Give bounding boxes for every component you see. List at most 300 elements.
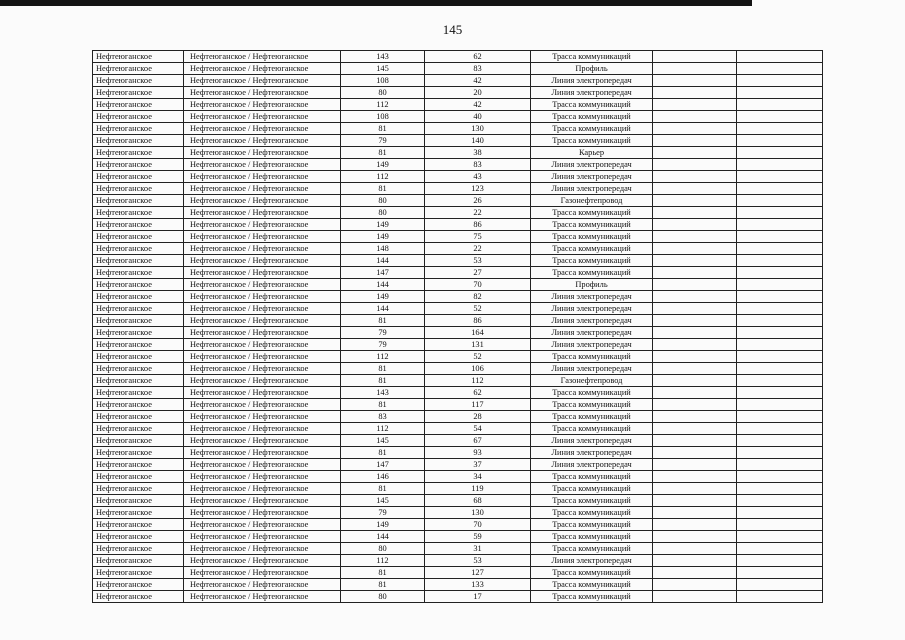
- area-name-cell: Нефтеюганское / Нефтеюганское: [184, 63, 341, 75]
- field-name-cell: Нефтеюганское: [93, 63, 184, 75]
- area-name-cell: Нефтеюганское / Нефтеюганское: [184, 327, 341, 339]
- plot-number-cell: 38: [425, 147, 531, 159]
- plot-number-cell: 117: [425, 399, 531, 411]
- empty-cell: [737, 255, 823, 267]
- empty-cell: [653, 219, 737, 231]
- plot-number-cell: 112: [425, 375, 531, 387]
- field-name-cell: Нефтеюганское: [93, 99, 184, 111]
- purpose-cell: Линия электропередач: [531, 159, 653, 171]
- area-name-cell: Нефтеюганское / Нефтеюганское: [184, 495, 341, 507]
- table-row: [93, 495, 823, 507]
- purpose-cell: Линия электропередач: [531, 87, 653, 99]
- empty-cell: [737, 459, 823, 471]
- purpose-cell: Трасса коммуникаций: [531, 519, 653, 531]
- purpose-cell: Профиль: [531, 63, 653, 75]
- table-row: [93, 531, 823, 543]
- table-row: [93, 183, 823, 195]
- purpose-cell: Линия электропередач: [531, 435, 653, 447]
- area-name-cell: Нефтеюганское / Нефтеюганское: [184, 123, 341, 135]
- empty-cell: [653, 303, 737, 315]
- table-row: [93, 231, 823, 243]
- field-name-cell: Нефтеюганское: [93, 219, 184, 231]
- area-name-cell: Нефтеюганское / Нефтеюганское: [184, 411, 341, 423]
- purpose-cell: Трасса коммуникаций: [531, 123, 653, 135]
- purpose-cell: Трасса коммуникаций: [531, 255, 653, 267]
- table-row: [93, 219, 823, 231]
- empty-cell: [737, 555, 823, 567]
- empty-cell: [737, 411, 823, 423]
- area-name-cell: Нефтеюганское / Нефтеюганское: [184, 315, 341, 327]
- plot-number-cell: 26: [425, 195, 531, 207]
- empty-cell: [737, 219, 823, 231]
- empty-cell: [653, 315, 737, 327]
- table-row: [93, 363, 823, 375]
- table-row: [93, 123, 823, 135]
- plot-number-cell: 83: [425, 63, 531, 75]
- field-name-cell: Нефтеюганское: [93, 459, 184, 471]
- table-row: [93, 279, 823, 291]
- table-row: [93, 387, 823, 399]
- table-row: [93, 543, 823, 555]
- plot-number-cell: 37: [425, 459, 531, 471]
- area-name-cell: Нефтеюганское / Нефтеюганское: [184, 279, 341, 291]
- area-name-cell: Нефтеюганское / Нефтеюганское: [184, 519, 341, 531]
- empty-cell: [737, 315, 823, 327]
- purpose-cell: Трасса коммуникаций: [531, 495, 653, 507]
- quarter-number-cell: 81: [341, 375, 425, 387]
- field-name-cell: Нефтеюганское: [93, 555, 184, 567]
- quarter-number-cell: 81: [341, 123, 425, 135]
- empty-cell: [737, 375, 823, 387]
- table-row: [93, 171, 823, 183]
- field-name-cell: Нефтеюганское: [93, 303, 184, 315]
- land-plots-table: [92, 50, 823, 603]
- empty-cell: [653, 147, 737, 159]
- empty-cell: [737, 87, 823, 99]
- area-name-cell: Нефтеюганское / Нефтеюганское: [184, 243, 341, 255]
- table-row: [93, 423, 823, 435]
- purpose-cell: Трасса коммуникаций: [531, 219, 653, 231]
- empty-cell: [737, 483, 823, 495]
- purpose-cell: Линия электропередач: [531, 303, 653, 315]
- quarter-number-cell: 149: [341, 219, 425, 231]
- field-name-cell: Нефтеюганское: [93, 435, 184, 447]
- field-name-cell: Нефтеюганское: [93, 147, 184, 159]
- table-row: [93, 267, 823, 279]
- empty-cell: [737, 147, 823, 159]
- empty-cell: [737, 63, 823, 75]
- purpose-cell: Трасса коммуникаций: [531, 231, 653, 243]
- purpose-cell: Трасса коммуникаций: [531, 111, 653, 123]
- empty-cell: [653, 171, 737, 183]
- field-name-cell: Нефтеюганское: [93, 183, 184, 195]
- quarter-number-cell: 79: [341, 339, 425, 351]
- quarter-number-cell: 83: [341, 411, 425, 423]
- empty-cell: [653, 183, 737, 195]
- field-name-cell: Нефтеюганское: [93, 483, 184, 495]
- plot-number-cell: 119: [425, 483, 531, 495]
- table-row: [93, 63, 823, 75]
- table-row: [93, 411, 823, 423]
- plot-number-cell: 34: [425, 471, 531, 483]
- field-name-cell: Нефтеюганское: [93, 159, 184, 171]
- table-row: [93, 243, 823, 255]
- quarter-number-cell: 81: [341, 579, 425, 591]
- plot-number-cell: 133: [425, 579, 531, 591]
- purpose-cell: Трасса коммуникаций: [531, 507, 653, 519]
- field-name-cell: Нефтеюганское: [93, 51, 184, 63]
- quarter-number-cell: 146: [341, 471, 425, 483]
- plot-number-cell: 59: [425, 531, 531, 543]
- empty-cell: [653, 387, 737, 399]
- empty-cell: [653, 435, 737, 447]
- quarter-number-cell: 80: [341, 87, 425, 99]
- area-name-cell: Нефтеюганское / Нефтеюганское: [184, 231, 341, 243]
- empty-cell: [653, 111, 737, 123]
- area-name-cell: Нефтеюганское / Нефтеюганское: [184, 423, 341, 435]
- plot-number-cell: 131: [425, 339, 531, 351]
- field-name-cell: Нефтеюганское: [93, 387, 184, 399]
- field-name-cell: Нефтеюганское: [93, 339, 184, 351]
- purpose-cell: Трасса коммуникаций: [531, 243, 653, 255]
- plot-number-cell: 70: [425, 279, 531, 291]
- quarter-number-cell: 112: [341, 423, 425, 435]
- area-name-cell: Нефтеюганское / Нефтеюганское: [184, 219, 341, 231]
- table-row: [93, 51, 823, 63]
- empty-cell: [737, 123, 823, 135]
- table-row: [93, 483, 823, 495]
- empty-cell: [653, 267, 737, 279]
- plot-number-cell: 164: [425, 327, 531, 339]
- empty-cell: [653, 327, 737, 339]
- quarter-number-cell: 149: [341, 159, 425, 171]
- field-name-cell: Нефтеюганское: [93, 111, 184, 123]
- empty-cell: [653, 207, 737, 219]
- area-name-cell: Нефтеюганское / Нефтеюганское: [184, 195, 341, 207]
- empty-cell: [737, 387, 823, 399]
- plot-number-cell: 54: [425, 423, 531, 435]
- empty-cell: [653, 159, 737, 171]
- quarter-number-cell: 144: [341, 531, 425, 543]
- empty-cell: [737, 567, 823, 579]
- empty-cell: [653, 75, 737, 87]
- empty-cell: [737, 327, 823, 339]
- table-row: [93, 87, 823, 99]
- plot-number-cell: 140: [425, 135, 531, 147]
- table-row: [93, 375, 823, 387]
- empty-cell: [737, 351, 823, 363]
- field-name-cell: Нефтеюганское: [93, 243, 184, 255]
- quarter-number-cell: 79: [341, 327, 425, 339]
- empty-cell: [653, 123, 737, 135]
- empty-cell: [737, 111, 823, 123]
- quarter-number-cell: 108: [341, 75, 425, 87]
- plot-number-cell: 53: [425, 555, 531, 567]
- area-name-cell: Нефтеюганское / Нефтеюганское: [184, 543, 341, 555]
- plot-number-cell: 67: [425, 435, 531, 447]
- quarter-number-cell: 79: [341, 135, 425, 147]
- plot-number-cell: 27: [425, 267, 531, 279]
- empty-cell: [653, 195, 737, 207]
- plot-number-cell: 86: [425, 315, 531, 327]
- empty-cell: [737, 579, 823, 591]
- empty-cell: [653, 531, 737, 543]
- table-row: [93, 291, 823, 303]
- plot-number-cell: 17: [425, 591, 531, 603]
- table-row: [93, 471, 823, 483]
- table-row: [93, 135, 823, 147]
- empty-cell: [737, 531, 823, 543]
- plot-number-cell: 68: [425, 495, 531, 507]
- purpose-cell: Трасса коммуникаций: [531, 483, 653, 495]
- purpose-cell: Трасса коммуникаций: [531, 99, 653, 111]
- quarter-number-cell: 81: [341, 147, 425, 159]
- field-name-cell: Нефтеюганское: [93, 171, 184, 183]
- field-name-cell: Нефтеюганское: [93, 567, 184, 579]
- area-name-cell: Нефтеюганское / Нефтеюганское: [184, 51, 341, 63]
- purpose-cell: Линия электропередач: [531, 171, 653, 183]
- quarter-number-cell: 80: [341, 543, 425, 555]
- plot-number-cell: 86: [425, 219, 531, 231]
- field-name-cell: Нефтеюганское: [93, 591, 184, 603]
- area-name-cell: Нефтеюганское / Нефтеюганское: [184, 87, 341, 99]
- purpose-cell: Трасса коммуникаций: [531, 531, 653, 543]
- quarter-number-cell: 112: [341, 351, 425, 363]
- area-name-cell: Нефтеюганское / Нефтеюганское: [184, 363, 341, 375]
- field-name-cell: Нефтеюганское: [93, 531, 184, 543]
- empty-cell: [737, 51, 823, 63]
- field-name-cell: Нефтеюганское: [93, 351, 184, 363]
- area-name-cell: Нефтеюганское / Нефтеюганское: [184, 483, 341, 495]
- plot-number-cell: 130: [425, 123, 531, 135]
- quarter-number-cell: 148: [341, 243, 425, 255]
- table-row: [93, 315, 823, 327]
- field-name-cell: Нефтеюганское: [93, 411, 184, 423]
- area-name-cell: Нефтеюганское / Нефтеюганское: [184, 303, 341, 315]
- purpose-cell: Трасса коммуникаций: [531, 267, 653, 279]
- area-name-cell: Нефтеюганское / Нефтеюганское: [184, 99, 341, 111]
- plot-number-cell: 106: [425, 363, 531, 375]
- quarter-number-cell: 81: [341, 363, 425, 375]
- empty-cell: [737, 363, 823, 375]
- plot-number-cell: 93: [425, 447, 531, 459]
- plot-number-cell: 20: [425, 87, 531, 99]
- purpose-cell: Линия электропередач: [531, 555, 653, 567]
- purpose-cell: Трасса коммуникаций: [531, 543, 653, 555]
- area-name-cell: Нефтеюганское / Нефтеюганское: [184, 291, 341, 303]
- empty-cell: [737, 495, 823, 507]
- area-name-cell: Нефтеюганское / Нефтеюганское: [184, 351, 341, 363]
- plot-number-cell: 28: [425, 411, 531, 423]
- empty-cell: [737, 231, 823, 243]
- table-row: [93, 255, 823, 267]
- empty-cell: [653, 567, 737, 579]
- area-name-cell: Нефтеюганское / Нефтеюганское: [184, 507, 341, 519]
- area-name-cell: Нефтеюганское / Нефтеюганское: [184, 399, 341, 411]
- quarter-number-cell: 147: [341, 459, 425, 471]
- area-name-cell: Нефтеюганское / Нефтеюганское: [184, 471, 341, 483]
- empty-cell: [653, 135, 737, 147]
- quarter-number-cell: 149: [341, 231, 425, 243]
- plot-number-cell: 22: [425, 207, 531, 219]
- quarter-number-cell: 81: [341, 483, 425, 495]
- plot-number-cell: 22: [425, 243, 531, 255]
- area-name-cell: Нефтеюганское / Нефтеюганское: [184, 459, 341, 471]
- area-name-cell: Нефтеюганское / Нефтеюганское: [184, 207, 341, 219]
- purpose-cell: Линия электропередач: [531, 447, 653, 459]
- plot-number-cell: 130: [425, 507, 531, 519]
- quarter-number-cell: 81: [341, 315, 425, 327]
- top-scan-bar: [0, 0, 752, 6]
- field-name-cell: Нефтеюганское: [93, 363, 184, 375]
- purpose-cell: Трасса коммуникаций: [531, 207, 653, 219]
- area-name-cell: Нефтеюганское / Нефтеюганское: [184, 255, 341, 267]
- quarter-number-cell: 81: [341, 567, 425, 579]
- field-name-cell: Нефтеюганское: [93, 399, 184, 411]
- purpose-cell: Трасса коммуникаций: [531, 579, 653, 591]
- empty-cell: [653, 471, 737, 483]
- empty-cell: [737, 75, 823, 87]
- table-row: [93, 195, 823, 207]
- table-row: [93, 111, 823, 123]
- table-row: [93, 519, 823, 531]
- field-name-cell: Нефтеюганское: [93, 207, 184, 219]
- field-name-cell: Нефтеюганское: [93, 231, 184, 243]
- quarter-number-cell: 147: [341, 267, 425, 279]
- purpose-cell: Линия электропередач: [531, 315, 653, 327]
- field-name-cell: Нефтеюганское: [93, 267, 184, 279]
- empty-cell: [653, 291, 737, 303]
- area-name-cell: Нефтеюганское / Нефтеюганское: [184, 447, 341, 459]
- field-name-cell: Нефтеюганское: [93, 495, 184, 507]
- quarter-number-cell: 80: [341, 591, 425, 603]
- purpose-cell: Линия электропередач: [531, 339, 653, 351]
- plot-number-cell: 62: [425, 51, 531, 63]
- empty-cell: [653, 591, 737, 603]
- empty-cell: [737, 267, 823, 279]
- empty-cell: [653, 339, 737, 351]
- quarter-number-cell: 112: [341, 555, 425, 567]
- empty-cell: [737, 159, 823, 171]
- plot-number-cell: 123: [425, 183, 531, 195]
- purpose-cell: Трасса коммуникаций: [531, 51, 653, 63]
- table-row: [93, 339, 823, 351]
- area-name-cell: Нефтеюганское / Нефтеюганское: [184, 135, 341, 147]
- plot-number-cell: 62: [425, 387, 531, 399]
- purpose-cell: Трасса коммуникаций: [531, 351, 653, 363]
- empty-cell: [737, 447, 823, 459]
- empty-cell: [737, 543, 823, 555]
- empty-cell: [737, 423, 823, 435]
- quarter-number-cell: 144: [341, 279, 425, 291]
- plot-number-cell: 43: [425, 171, 531, 183]
- table-row: [93, 435, 823, 447]
- empty-cell: [653, 411, 737, 423]
- page-number: 145: [442, 22, 463, 37]
- area-name-cell: Нефтеюганское / Нефтеюганское: [184, 531, 341, 543]
- table-row: [93, 351, 823, 363]
- table-row: [93, 459, 823, 471]
- empty-cell: [653, 447, 737, 459]
- table-row: [93, 399, 823, 411]
- empty-cell: [653, 399, 737, 411]
- plot-number-cell: 53: [425, 255, 531, 267]
- purpose-cell: Линия электропередач: [531, 75, 653, 87]
- empty-cell: [653, 495, 737, 507]
- empty-cell: [737, 135, 823, 147]
- empty-cell: [653, 519, 737, 531]
- empty-cell: [653, 363, 737, 375]
- field-name-cell: Нефтеюганское: [93, 507, 184, 519]
- table-row: [93, 447, 823, 459]
- empty-cell: [737, 591, 823, 603]
- empty-cell: [653, 279, 737, 291]
- empty-cell: [653, 459, 737, 471]
- purpose-cell: Линия электропередач: [531, 183, 653, 195]
- field-name-cell: Нефтеюганское: [93, 255, 184, 267]
- quarter-number-cell: 149: [341, 519, 425, 531]
- area-name-cell: Нефтеюганское / Нефтеюганское: [184, 387, 341, 399]
- area-name-cell: Нефтеюганское / Нефтеюганское: [184, 147, 341, 159]
- area-name-cell: Нефтеюганское / Нефтеюганское: [184, 435, 341, 447]
- quarter-number-cell: 145: [341, 495, 425, 507]
- quarter-number-cell: 149: [341, 291, 425, 303]
- field-name-cell: Нефтеюганское: [93, 75, 184, 87]
- area-name-cell: Нефтеюганское / Нефтеюганское: [184, 75, 341, 87]
- field-name-cell: Нефтеюганское: [93, 519, 184, 531]
- field-name-cell: Нефтеюганское: [93, 423, 184, 435]
- empty-cell: [653, 63, 737, 75]
- quarter-number-cell: 79: [341, 507, 425, 519]
- empty-cell: [737, 99, 823, 111]
- field-name-cell: Нефтеюганское: [93, 375, 184, 387]
- field-name-cell: Нефтеюганское: [93, 315, 184, 327]
- area-name-cell: Нефтеюганское / Нефтеюганское: [184, 579, 341, 591]
- plot-number-cell: 70: [425, 519, 531, 531]
- quarter-number-cell: 112: [341, 171, 425, 183]
- empty-cell: [653, 351, 737, 363]
- table-row: [93, 159, 823, 171]
- area-name-cell: Нефтеюганское / Нефтеюганское: [184, 375, 341, 387]
- empty-cell: [737, 519, 823, 531]
- field-name-cell: Нефтеюганское: [93, 87, 184, 99]
- field-name-cell: Нефтеюганское: [93, 327, 184, 339]
- quarter-number-cell: 81: [341, 447, 425, 459]
- empty-cell: [653, 483, 737, 495]
- purpose-cell: Линия электропередач: [531, 363, 653, 375]
- table-row: [93, 99, 823, 111]
- quarter-number-cell: 80: [341, 195, 425, 207]
- area-name-cell: Нефтеюганское / Нефтеюганское: [184, 183, 341, 195]
- plot-number-cell: 83: [425, 159, 531, 171]
- empty-cell: [653, 243, 737, 255]
- empty-cell: [737, 195, 823, 207]
- quarter-number-cell: 143: [341, 387, 425, 399]
- plot-number-cell: 31: [425, 543, 531, 555]
- purpose-cell: Трасса коммуникаций: [531, 387, 653, 399]
- table-row: [93, 207, 823, 219]
- field-name-cell: Нефтеюганское: [93, 543, 184, 555]
- empty-cell: [737, 207, 823, 219]
- quarter-number-cell: 145: [341, 435, 425, 447]
- field-name-cell: Нефтеюганское: [93, 579, 184, 591]
- empty-cell: [737, 399, 823, 411]
- area-name-cell: Нефтеюганское / Нефтеюганское: [184, 339, 341, 351]
- area-name-cell: Нефтеюганское / Нефтеюганское: [184, 555, 341, 567]
- empty-cell: [737, 279, 823, 291]
- empty-cell: [653, 579, 737, 591]
- area-name-cell: Нефтеюганское / Нефтеюганское: [184, 159, 341, 171]
